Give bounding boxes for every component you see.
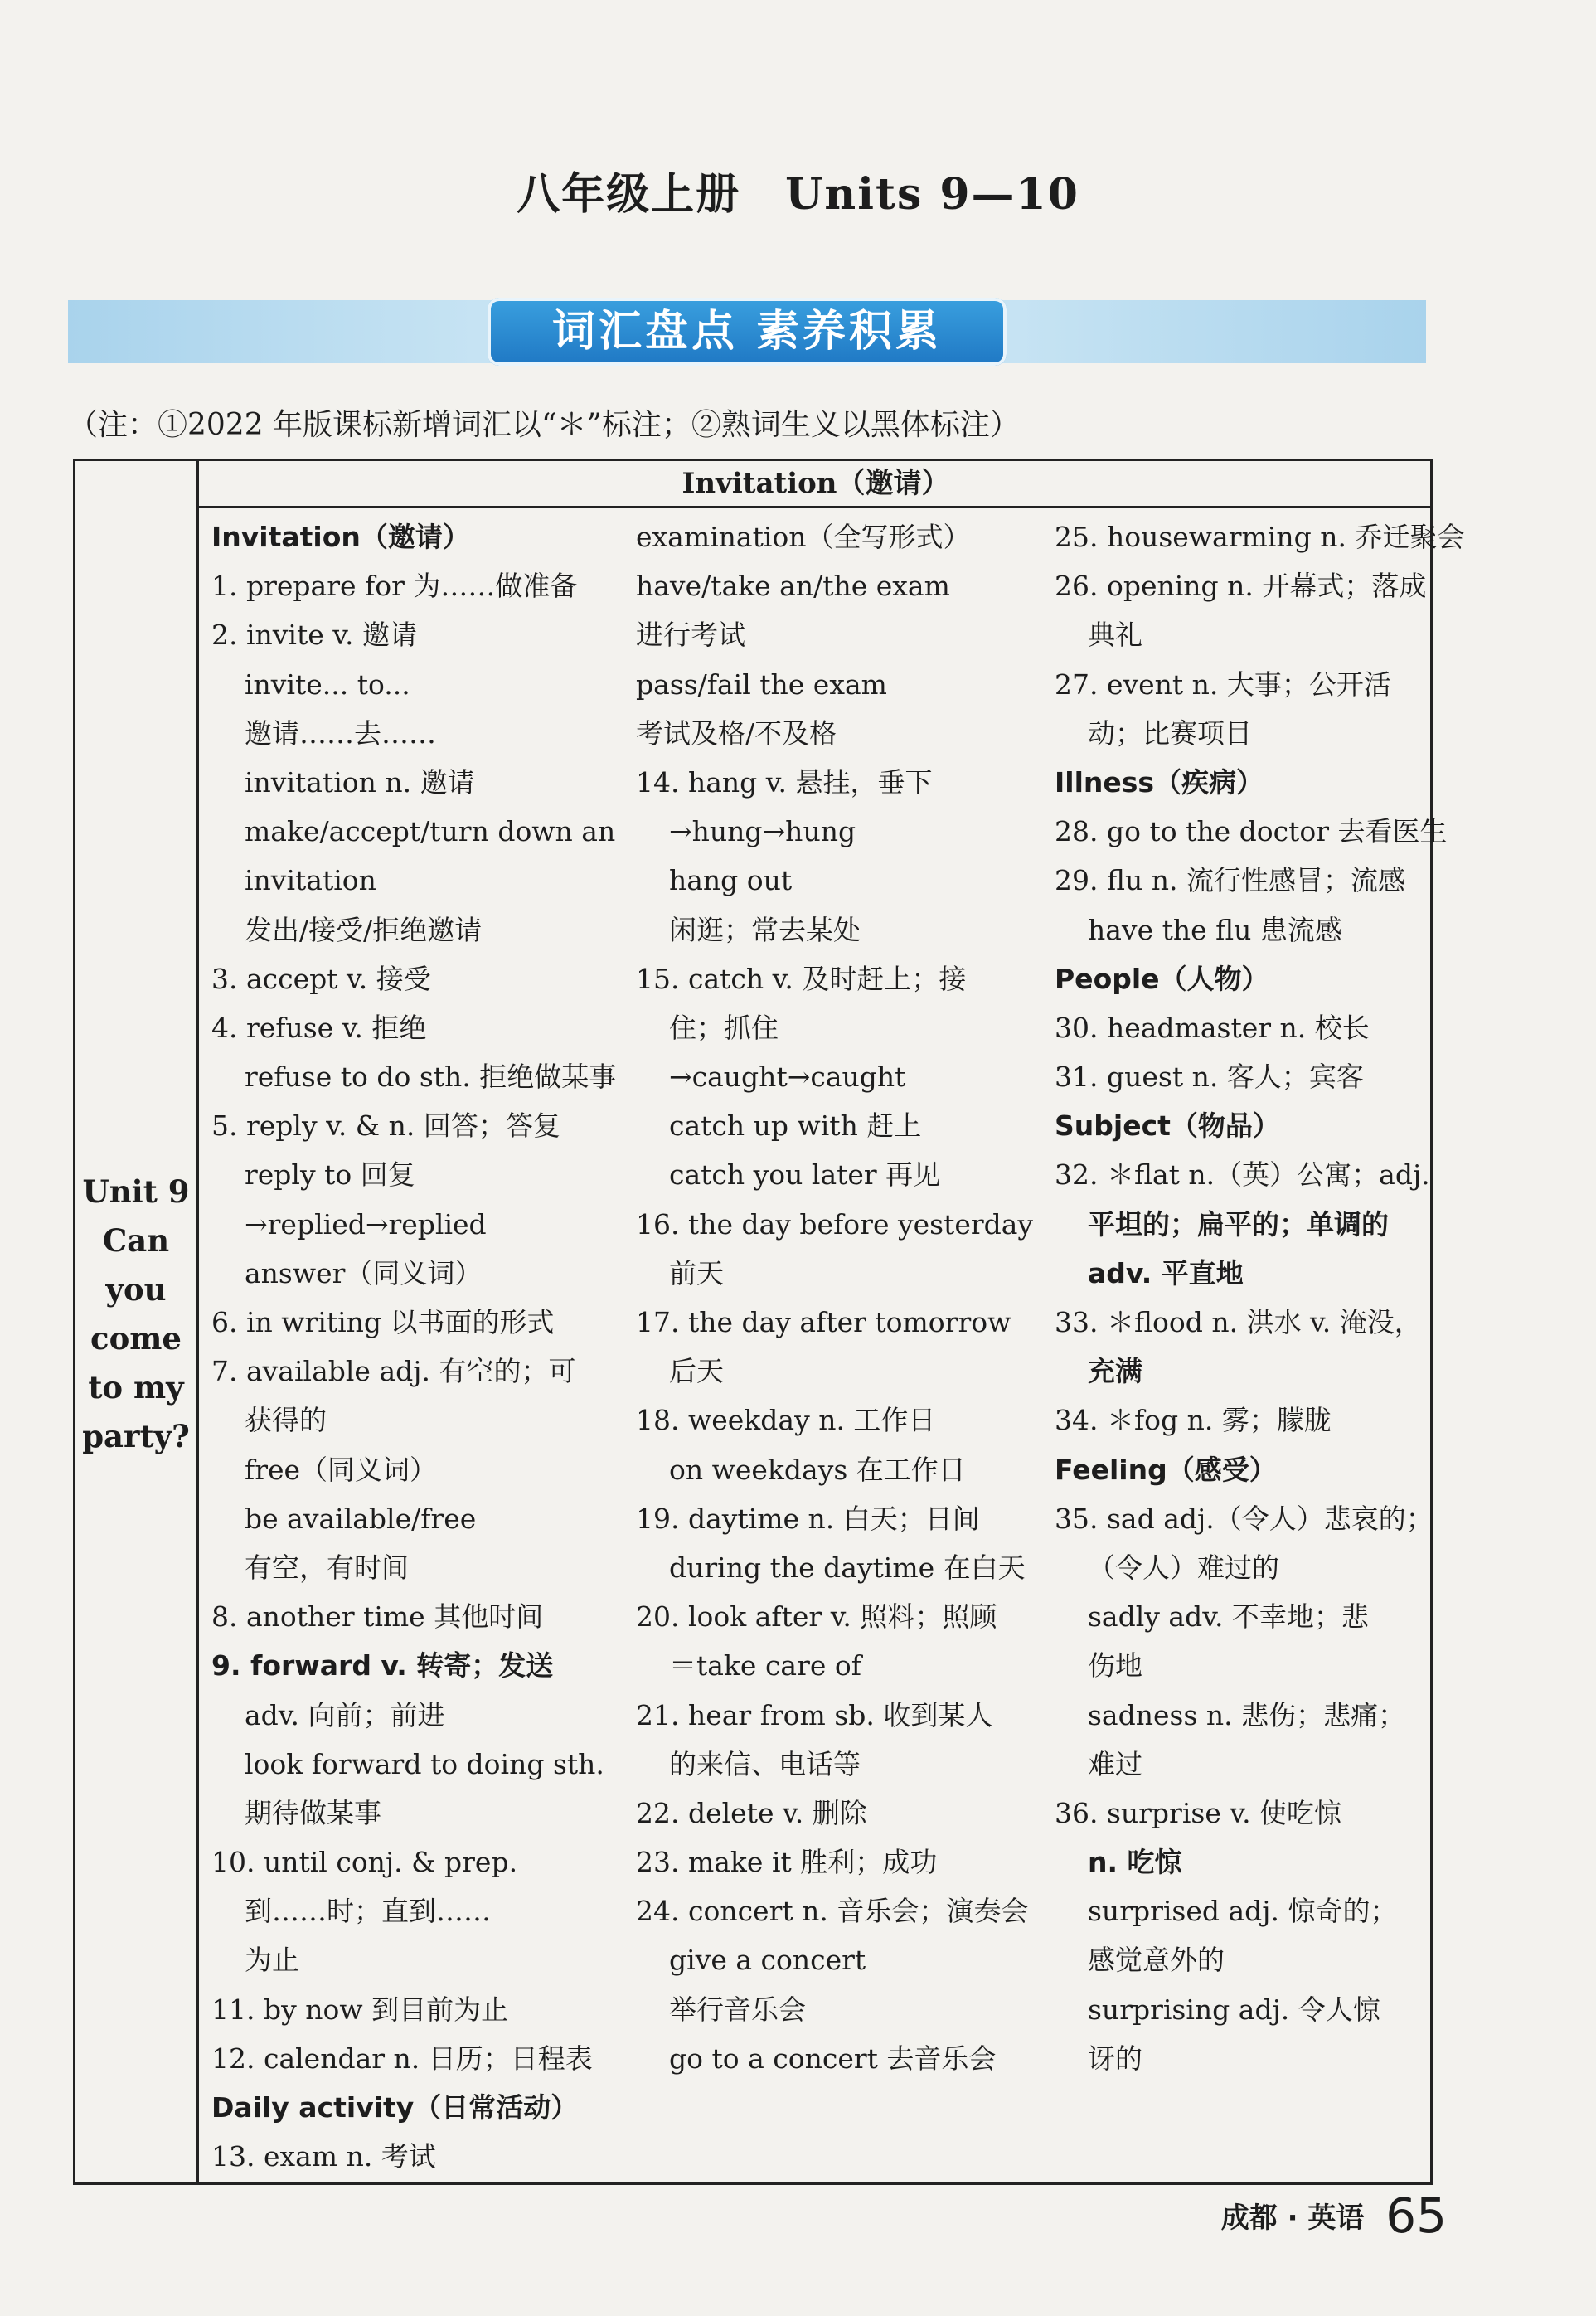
vocab-line: 9. forward v. 转寄；发送 xyxy=(211,1649,554,1682)
vocab-line: 邀请……去…… xyxy=(245,716,436,750)
table-header: Invitation（邀请） xyxy=(199,459,1433,508)
vocab-line: 5. reply v. & n. 回答；答复 xyxy=(211,1109,560,1143)
vocab-line: invite... to... xyxy=(245,668,410,701)
vocab-line: 发出/接受/拒绝邀请 xyxy=(245,913,483,946)
vocab-line: on weekdays 在工作日 xyxy=(669,1453,966,1486)
vocab-line: free（同义词） xyxy=(245,1453,438,1486)
vocab-line: go to a concert 去音乐会 xyxy=(669,2042,997,2075)
vocab-line: during the daytime 在白天 xyxy=(669,1551,1026,1584)
unit-label-line: Can xyxy=(102,1222,170,1259)
vocab-line: 23. make it 胜利；成功 xyxy=(636,1846,938,1879)
category-heading: Invitation（邀请） xyxy=(211,521,470,553)
vocab-line: 13. exam n. 考试 xyxy=(211,2140,436,2173)
vocab-line: adv. 平直地 xyxy=(1088,1256,1244,1289)
vocab-line: 19. daytime n. 白天；日间 xyxy=(636,1502,980,1535)
vocab-line: 难过 xyxy=(1088,1747,1142,1780)
vocab-line: answer（同义词） xyxy=(245,1256,483,1289)
page-footer xyxy=(1221,2187,1447,2244)
vocab-line: sadness n. 悲伤；悲痛； xyxy=(1088,1698,1406,1731)
vocab-column-2 xyxy=(636,512,1034,2083)
vocab-line: 31. guest n. 客人；宾客 xyxy=(1055,1061,1364,1094)
vocab-line: 15. catch v. 及时赶上；接 xyxy=(636,962,967,995)
vocab-line: 前天 xyxy=(669,1256,724,1289)
vocab-line: 30. headmaster n. 校长 xyxy=(1055,1011,1370,1044)
vocab-line: 期待做某事 xyxy=(245,1796,381,1829)
unit-label-line: come xyxy=(90,1320,182,1357)
section-banner: 词汇盘点 素养积累 xyxy=(488,298,1007,366)
vocab-line: 35. sad adj.（令人）悲哀的； xyxy=(1055,1502,1433,1535)
vocab-line: 2. invite v. 邀请 xyxy=(211,619,417,652)
unit-label xyxy=(73,1168,199,1461)
vocab-line: adv. 向前；前进 xyxy=(245,1698,445,1731)
vocab-line: 住；抓住 xyxy=(669,1011,779,1044)
page-title: 八年级上册 Units 9—10 xyxy=(517,169,1079,220)
vocab-line: 33. ＊flood n. 洪水 v. 淹没， xyxy=(1055,1306,1422,1338)
vocab-line: 后天 xyxy=(669,1355,724,1388)
vocab-column-1 xyxy=(211,512,617,2181)
vocab-line: invitation xyxy=(245,864,376,897)
vocab-line: pass/fail the exam xyxy=(636,668,887,701)
footer-label: 成都 · 英语 xyxy=(1220,2202,1365,2235)
category-heading: Illness（疾病） xyxy=(1055,765,1264,799)
vocab-line: 为止 xyxy=(245,1944,299,1977)
vocab-line: make/accept/turn down an xyxy=(245,815,616,848)
vocab-line: 感觉意外的 xyxy=(1088,1944,1225,1977)
unit-label-line: you xyxy=(105,1271,167,1308)
vocab-line: surprised adj. 惊奇的； xyxy=(1088,1895,1398,1928)
vocab-line: 有空，有时间 xyxy=(245,1551,409,1584)
vocab-line: 21. hear from sb. 收到某人 xyxy=(636,1698,993,1731)
note-text: （注：①2022 年版课标新增词汇以“＊”标注；②熟词生义以黑体标注） xyxy=(68,408,1020,442)
vocab-line: sadly adv. 不幸地；悲 xyxy=(1088,1600,1369,1634)
vocab-line: 4. refuse v. 拒绝 xyxy=(211,1011,427,1044)
vocab-line: refuse to do sth. 拒绝做某事 xyxy=(245,1061,617,1094)
vocab-line: →caught→caught xyxy=(669,1061,906,1094)
vocab-line: 22. delete v. 删除 xyxy=(636,1796,867,1829)
vocab-line: 36. surprise v. 使吃惊 xyxy=(1055,1796,1342,1829)
vocab-line: 进行考试 xyxy=(636,619,745,652)
vocab-line: 平坦的；扁平的；单调的 xyxy=(1088,1207,1389,1241)
vocab-line: look forward to doing sth. xyxy=(245,1747,604,1780)
vocab-line: 16. the day before yesterday xyxy=(636,1207,1034,1241)
vocab-line: surprising adj. 令人惊 xyxy=(1088,1993,1380,2026)
vocab-line: give a concert xyxy=(669,1944,866,1977)
vocab-line: 29. flu n. 流行性感冒；流感 xyxy=(1055,864,1405,897)
page-number: 65 xyxy=(1385,2187,1447,2244)
vocab-line: 举行音乐会 xyxy=(669,1993,806,2026)
vocab-line: have/take an/the exam xyxy=(636,570,950,603)
vocab-line: 考试及格/不及格 xyxy=(636,716,837,750)
unit-label-line: Unit 9 xyxy=(82,1173,190,1210)
unit-label-line: to my xyxy=(88,1369,184,1406)
vocab-line: 动；比赛项目 xyxy=(1088,716,1252,750)
vocab-line: be available/free xyxy=(245,1502,477,1535)
category-heading: Subject（物品） xyxy=(1055,1109,1280,1143)
vocab-line: →replied→replied xyxy=(245,1207,487,1241)
vocab-line: 1. prepare for 为……做准备 xyxy=(211,570,578,603)
vocab-line: 20. look after v. 照料；照顾 xyxy=(636,1600,997,1634)
vocab-line: 28. go to the doctor 去看医生 xyxy=(1055,815,1448,848)
vocab-line: 26. opening n. 开幕式；落成 xyxy=(1055,570,1427,603)
vocab-line: 18. weekday n. 工作日 xyxy=(636,1404,936,1437)
vocab-line: 11. by now 到目前为止 xyxy=(211,1993,509,2026)
vocab-line: 17. the day after tomorrow xyxy=(636,1306,1011,1338)
vocab-line: 12. calendar n. 日历；日程表 xyxy=(211,2042,593,2075)
vocab-line: 6. in writing 以书面的形式 xyxy=(211,1306,555,1338)
category-heading: People（人物） xyxy=(1055,962,1269,995)
vocab-line: ＝take care of xyxy=(669,1649,861,1682)
vocab-line: 14. hang v. 悬挂，垂下 xyxy=(636,765,933,799)
vocab-column-3 xyxy=(1055,512,1465,2083)
vocab-line: examination（全写形式） xyxy=(636,521,971,553)
vocab-line: 27. event n. 大事；公开活 xyxy=(1055,668,1391,701)
vocab-line: 伤地 xyxy=(1088,1649,1142,1682)
vocab-line: reply to 回复 xyxy=(245,1158,415,1192)
category-heading: Feeling（感受） xyxy=(1055,1453,1277,1486)
vocab-line: catch up with 赶上 xyxy=(669,1109,922,1143)
vocab-line: 24. concert n. 音乐会；演奏会 xyxy=(636,1895,1029,1928)
vocab-line: invitation n. 邀请 xyxy=(245,765,475,799)
vocab-line: 充满 xyxy=(1088,1355,1142,1388)
category-heading: Daily activity（日常活动） xyxy=(211,2091,579,2124)
vocab-line: （令人）难过的 xyxy=(1088,1551,1279,1584)
vocab-line: →hung→hung xyxy=(669,815,856,848)
vocab-line: have the flu 患流感 xyxy=(1088,913,1342,946)
vocab-line: hang out xyxy=(669,864,793,897)
vocab-line: 到……时；直到…… xyxy=(245,1895,491,1928)
vocab-line: 32. ＊flat n.（英）公寓；adj. xyxy=(1055,1158,1430,1192)
vocab-line: 25. housewarming n. 乔迁聚会 xyxy=(1055,521,1465,553)
vocab-line: catch you later 再见 xyxy=(669,1158,941,1192)
vocab-line: 典礼 xyxy=(1088,619,1142,652)
vocab-line: 的来信、电话等 xyxy=(669,1747,861,1780)
vocab-line: 讶的 xyxy=(1088,2042,1142,2075)
vocab-line: 3. accept v. 接受 xyxy=(211,962,431,995)
vocab-line: 10. until conj. & prep. xyxy=(211,1846,518,1879)
vocab-line: 闲逛；常去某处 xyxy=(669,913,861,946)
unit-label-line: party? xyxy=(82,1418,190,1454)
vocab-line: 获得的 xyxy=(245,1404,327,1437)
vocab-line: n. 吃惊 xyxy=(1088,1846,1182,1879)
vocab-line: 8. another time 其他时间 xyxy=(211,1600,544,1634)
vocab-line: 34. ＊fog n. 雾；朦胧 xyxy=(1055,1404,1332,1437)
vocab-line: 7. available adj. 有空的；可 xyxy=(211,1355,576,1388)
